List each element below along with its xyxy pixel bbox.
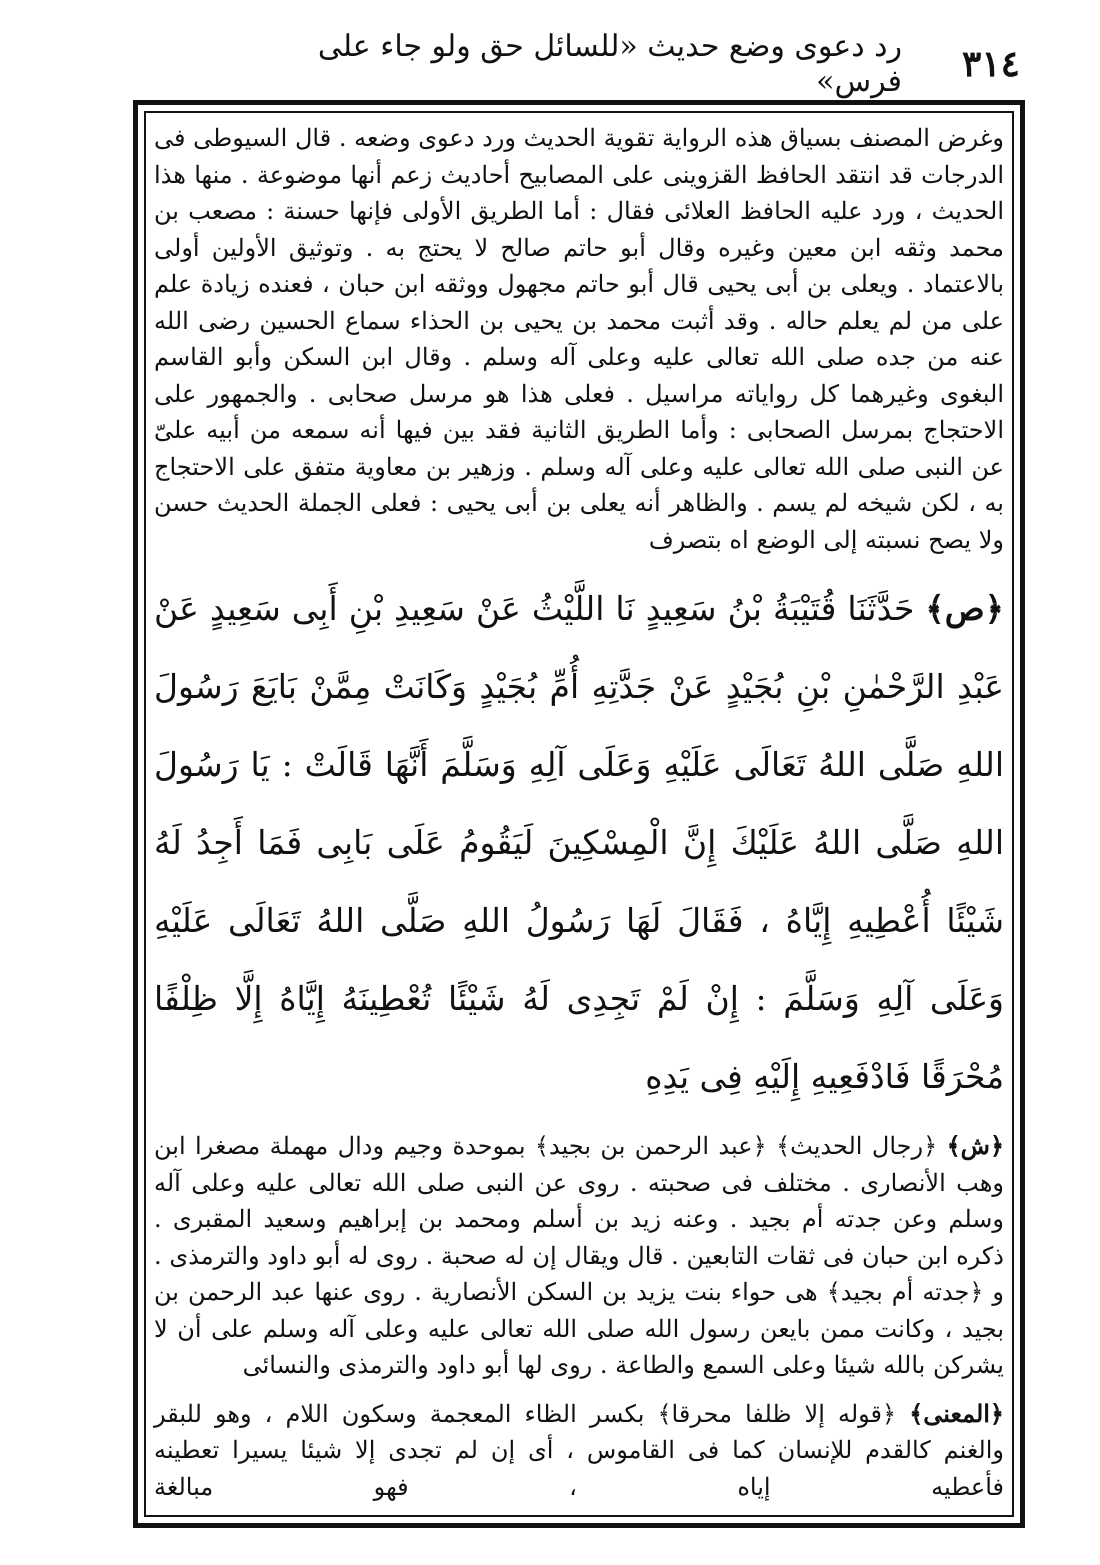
commentary-paragraph-2 [150,1128,1008,1384]
spacer [150,1116,1008,1128]
commentary-paragraph-3-text: ﴿قوله إلا ظلفا محرقا﴾ بكسر الظاء المعجمة وسكون اللام ، وهو للبقر والغنم كالقدم للإنسان كما فى القاموس ، أى إن لم تجدى إلا شيئا يسيرا تعطينه فأعطيه إياه ، فهو مبالغة [154,1399,1004,1501]
hadith-body: حَدَّثَنَا قُتَيْبَةُ بْنُ سَعِيدٍ نَا اللَّيْثُ عَنْ سَعِيدِ بْنِ أَبِى سَعِيدٍ عَنْ عَبْدِ الرَّحْمٰنِ بْنِ بُجَيْدٍ عَنْ جَدَّتِهِ أُمِّ بُجَيْدٍ وَكَانَتْ مِمَّنْ بَايَعَ رَسُولَ اللهِ صَلَّى اللهُ تَعَالَى عَلَيْهِ وَعَلَى آلِهِ وَسَلَّمَ أَنَّهَا قَالَتْ : يَا رَسُولَ اللهِ صَلَّى اللهُ عَلَيْكَ إِنَّ الْمِسْكِينَ لَيَقُومُ عَلَى بَابِى فَمَا أَجِدُ لَهُ شَيْئًا أُعْطِيهِ إِيَّاهُ ، فَقَالَ لَهَا رَسُولُ اللهِ صَلَّى اللهُ تَعَالَى عَلَيْهِ وَعَلَى آلِهِ وَسَلَّمَ : إِنْ لَمْ تَجِدِى لَهُ شَيْئًا تُعْطِينَهُ إِيَّاهُ إِلَّا ظِلْفًا مُحْرَقًا فَادْفَعِيهِ إِلَيْهِ فِى يَدِهِ [154,589,1004,1096]
hadith-marker: ﴿ص﴾ [925,589,1004,628]
spacer [150,1384,1008,1396]
hadith-text [150,570,1008,1116]
commentary-paragraph-2-text: ﴿رجال الحديث﴾ ﴿عبد الرحمن بن بجيد﴾ بموحدة وجيم ودال مهملة مصغرا ابن وهب الأنصارى . مختلف فى صحبته . روى عن النبى صلى الله تعالى عليه وعلى آله وسلم وعن جدته أم بجيد . وعنه زيد بن أسلم ومحمد بن إبراهيم وسعيد المقبرى . ذكره ابن حبان فى ثقات التابعين . قال ويقال إن له صحبة . روى له أبو داود والترمذى . و ﴿جدته أم بجيد﴾ هى حواء بنت يزيد بن السكن الأنصارية . روى عنها عبد الرحمن بن بجيد ، وكانت ممن بايعن رسول الله صلى الله تعالى عليه وعلى آله وسلم على أن لا يشركن بالله شيئا وعلى السمع والطاعة . روى لها أبو داود والترمذى والنسائى [154,1132,1004,1379]
sharh-marker: ﴿ش﴾ [946,1131,1004,1160]
commentary-paragraph-3 [150,1396,1008,1506]
page-number: ٣١٤ [961,43,1020,85]
meaning-marker: ﴿المعنى﴾ [909,1398,1004,1428]
spacer [150,558,1008,570]
running-title: رد دعوى وضع حديث «للسائل حق ولو جاء على فرس» [317,29,902,99]
page-content [150,120,1008,1510]
commentary-paragraph-1: وغرض المصنف بسياق هذه الرواية تقوية الحديث ورد دعوى وضعه . قال السيوطى فى الدرجات قد انتقد الحافظ القزوينى على المصابيح أحاديث زعم أنها موضوعة . منها هذا الحديث ، ورد عليه الحافظ العلائى فقال : أما الطريق الأولى فإنها حسنة : مصعب بن محمد وثقه ابن معين وغيره وقال أبو حاتم صالح لا يحتج به . وتوثيق الأولين أولى بالاعتماد . ويعلى بن أبى يحيى قال أبو حاتم مجهول ووثقه ابن حبان ، فعنده زيادة علم على من لم يعلم حاله . وقد أثبت محمد بن يحيى بن الحذاء سماع الحسين رضى الله عنه من جده صلى الله تعالى عليه وعلى آله وسلم . وقال ابن السكن وأبو القاسم البغوى وغيرهما كل رواياته مراسيل . فعلى هذا هو مرسل صحابى . والجمهور على الاحتجاج بمرسل الصحابى : وأما الطريق الثانية فقد بين فيها أنه سمعه من أبيه علىّ عن النبى صلى الله تعالى عليه وعلى آله وسلم . وزهير بن معاوية متفق على الاحتجاج به ، لكن شيخه لم يسم . والظاهر أنه يعلى بن أبى يحيى : فعلى الجملة الحديث حسن ولا يصح نسبته إلى الوضع اه بتصرف [154,124,1005,554]
page-header [290,29,1020,99]
